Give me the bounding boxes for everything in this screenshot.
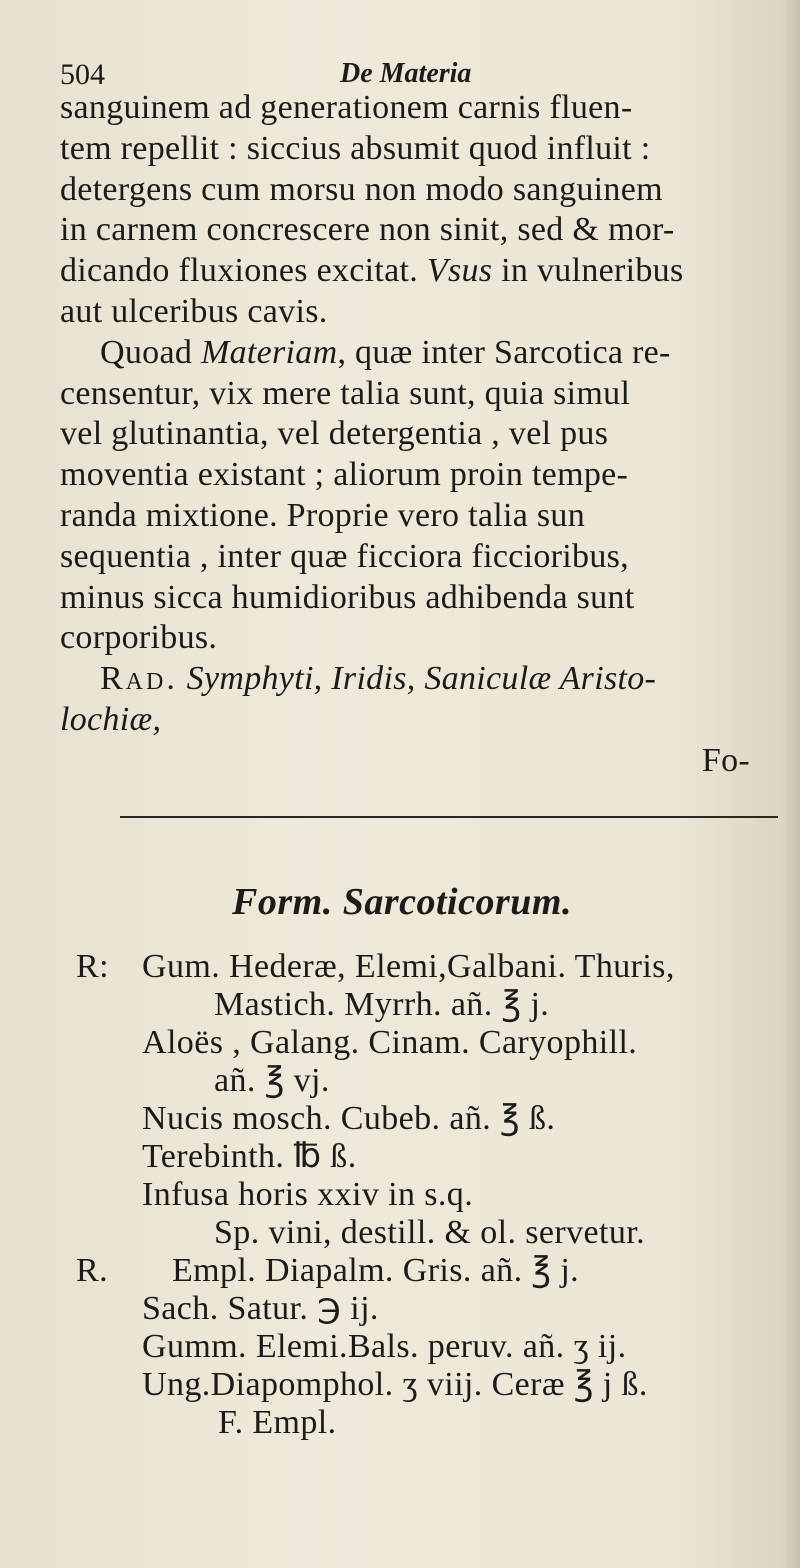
ingredient-text: Gumm. Elemi.Bals. peruv. añ. ʒ ij.: [142, 1328, 627, 1365]
recipe-symbol: R.: [76, 1252, 108, 1289]
prescription-line: [76, 1252, 790, 1290]
ingredient-text: Nucis mosch. Cubeb. añ. ℥ ß.: [142, 1100, 556, 1137]
prescription-line: [76, 1290, 790, 1328]
text-line: [60, 374, 790, 415]
prescription-line: [76, 1328, 790, 1366]
prescription-line: [76, 986, 790, 1024]
running-head: De Materia: [340, 58, 472, 89]
text-segment: Rad.: [100, 660, 178, 698]
ingredient-text: Empl. Diapalm. Gris. añ. ℥ j.: [172, 1252, 580, 1289]
text-segment: randa mixtione. Proprie vero talia sun: [60, 496, 586, 534]
text-line: [60, 88, 790, 129]
prescription-line: [76, 1176, 790, 1214]
text-segment: Vsus: [426, 252, 493, 290]
ingredient-text: Terebinth. ℔ ß.: [142, 1138, 357, 1175]
text-line: [60, 129, 790, 170]
text-segment: Quoad: [100, 333, 201, 371]
text-segment: detergens cum morsu non modo sanguinem: [60, 170, 663, 208]
prescription-line: [76, 1404, 790, 1442]
prescription-line: [76, 1138, 790, 1176]
text-line: [60, 170, 790, 211]
text-line: [60, 578, 790, 619]
text-line: [60, 292, 790, 333]
text-segment: tem repellit : siccius absumit quod influit :: [60, 129, 651, 167]
text-segment: censentur, vix mere talia sunt, quia simul: [60, 374, 631, 412]
formulae-title: Form. Sarcoticorum.: [232, 881, 572, 923]
text-line: [60, 455, 790, 496]
prescription-block: [76, 948, 790, 1442]
text-segment: lochiæ,: [60, 700, 162, 738]
prescription-line: [76, 1024, 790, 1062]
text-line: [60, 537, 790, 578]
ingredient-text: Infusa horis xxiv in s.q.: [142, 1176, 474, 1213]
text-segment: in vulneribus: [492, 252, 684, 290]
recipe-symbol: R:: [76, 948, 109, 985]
text-segment: Materiam: [200, 333, 338, 371]
page-number: 504: [60, 58, 105, 91]
text-segment: , quæ inter Sarcotica re-: [337, 333, 671, 371]
ingredient-text: F. Empl.: [218, 1404, 337, 1441]
text-line: [60, 414, 790, 455]
text-segment: dicando fluxiones excitat.: [60, 252, 427, 290]
text-line: [60, 700, 790, 741]
text-line: [60, 496, 790, 537]
catchword: Fo-: [701, 741, 750, 779]
text-segment: minus sicca humidioribus adhibenda sunt: [60, 578, 635, 616]
prescription-line: [76, 1062, 790, 1100]
prescription-line: [76, 948, 790, 986]
text-segment: Symphyti, Iridis, Saniculæ Aristo-: [186, 660, 657, 698]
prescription-line: [76, 1100, 790, 1138]
text-segment: in carnem concrescere non sinit, sed & mor-: [60, 211, 675, 249]
text-segment: moventia existant ; aliorum proin tempe-: [60, 456, 629, 494]
ingredient-text: Gum. Hederæ, Elemi,Galbani. Thuris,: [142, 948, 675, 985]
ingredient-text: Sp. vini, destill. & ol. servetur.: [214, 1214, 646, 1251]
text-segment: sanguinem ad generationem carnis fluen-: [60, 89, 633, 126]
text-segment: vel glutinantia, vel detergentia , vel pus: [60, 415, 609, 453]
ingredient-text: Aloës , Galang. Cinam. Caryophill.: [142, 1024, 638, 1061]
text-line: [60, 251, 790, 292]
text-line: [60, 333, 790, 374]
text-line: [60, 210, 790, 251]
text-line: [60, 659, 790, 700]
ingredient-text: Sach. Satur. ℈ ij.: [142, 1290, 379, 1327]
ingredient-text: Ung.Diapomphol. ʒ viij. Ceræ ℥ j ß.: [142, 1366, 648, 1403]
text-segment: sequentia , inter quæ ficciora ficcioribus,: [60, 537, 629, 575]
prescription-line: [76, 1214, 790, 1252]
section-rule: [120, 816, 778, 818]
page-header: [60, 52, 740, 92]
text-line: [60, 618, 790, 659]
body-text: [60, 88, 790, 782]
ingredient-text: Mastich. Myrrh. añ. ℥ j.: [214, 986, 550, 1023]
ingredient-text: añ. ℥ vj.: [214, 1062, 330, 1099]
prescription-line: [76, 1366, 790, 1404]
text-segment: aut ulceribus cavis.: [60, 292, 328, 330]
text-segment: corporibus.: [60, 619, 218, 657]
text-segment: [178, 660, 187, 697]
